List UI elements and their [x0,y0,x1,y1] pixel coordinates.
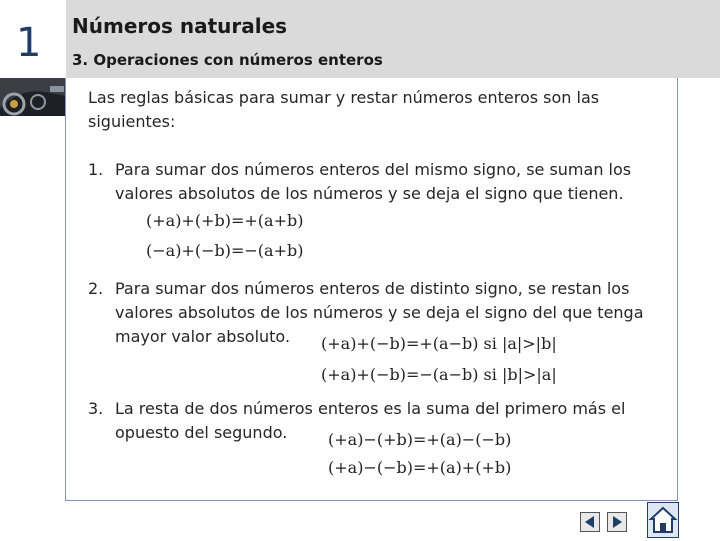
formula-2b: (+a)+(−b)=−(a−b) si |b|>|a| [321,365,557,384]
page-title: Números naturales [72,14,288,38]
home-icon [648,503,678,537]
rule-text: La resta de dos números enteros es la suma del primero más el opuesto del segundo. [115,399,626,442]
page-subtitle: 3. Operaciones con números enteros [72,51,383,69]
prev-arrow-icon [581,513,599,531]
formula-1b: (−a)+(−b)=−(a+b) [146,241,304,260]
formula-1a: (+a)+(+b)=+(a+b) [146,211,304,230]
intro-text: Las reglas básicas para sumar y restar números enteros son las siguientes: [88,88,600,131]
formula-2a: (+a)+(−b)=+(a−b) si |a|>|b| [321,334,557,353]
rule-number: 3. [88,399,104,418]
rule-text: Para sumar dos números enteros de distinto signo, se restan los valores absolutos de los números y se deja el signo del que tenga mayor valor absoluto. [115,279,644,346]
prev-button[interactable] [580,512,600,532]
formula-3a: (+a)−(+b)=+(a)−(−b) [328,430,512,449]
rule-number: 1. [88,160,104,179]
next-button[interactable] [607,512,627,532]
rule-text: Para sumar dos números enteros del mismo signo, se suman los valores absolutos de los números y se deja el signo que tienen. [115,160,632,203]
home-button[interactable] [647,502,679,538]
rule-number: 2. [88,279,104,298]
chapter-thumbnail-image [0,78,66,116]
content-panel [65,78,678,501]
next-arrow-icon [608,513,626,531]
formula-3b: (+a)−(−b)=+(a)+(+b) [328,458,512,477]
chapter-number: 1 [16,20,42,66]
